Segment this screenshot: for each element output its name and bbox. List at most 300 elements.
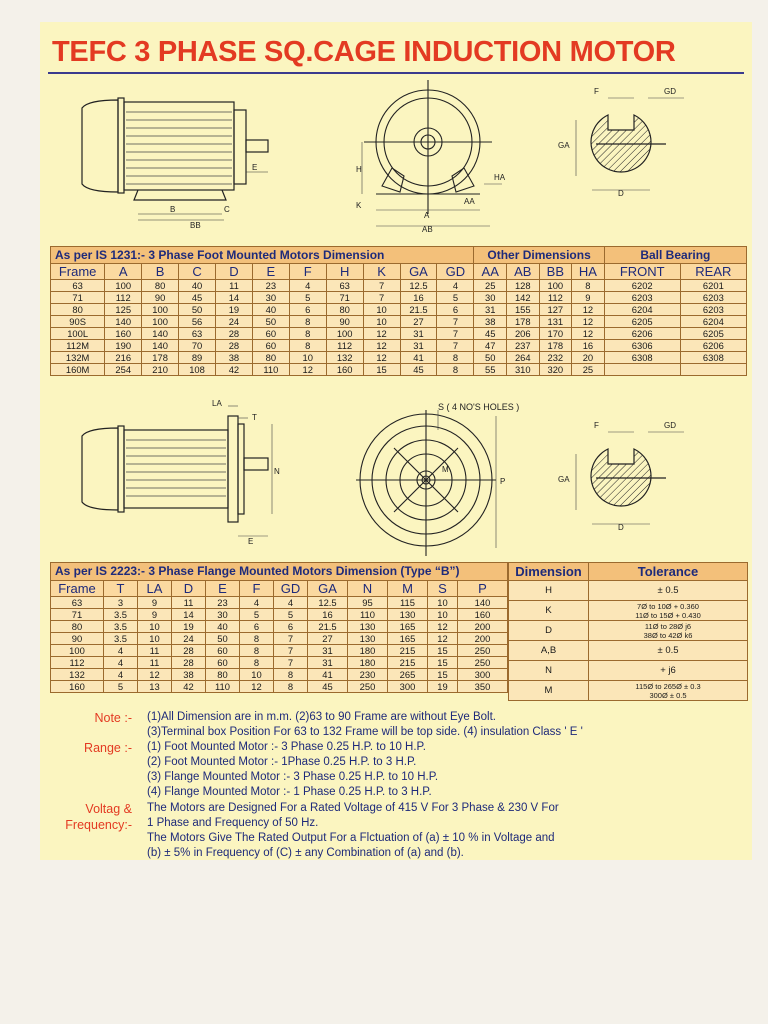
column-header: F	[240, 581, 274, 597]
table-cell: 60	[206, 645, 240, 657]
table-cell: 4	[240, 597, 274, 609]
table-cell: 12	[363, 328, 400, 340]
table-cell: 100	[539, 280, 572, 292]
table-cell: 31	[400, 328, 437, 340]
table-cell: 8	[240, 657, 274, 669]
column-header: F	[289, 264, 326, 280]
table-cell: 265	[388, 669, 428, 681]
range-line: (4) Flange Mounted Motor :- 1 Phase 0.25 H.P. to 3 H.P.	[147, 786, 432, 798]
table-cell: 112	[539, 292, 572, 304]
page-title: TEFC 3 PHASE SQ.CAGE INDUCTION MOTOR	[52, 36, 676, 68]
table-cell: 140	[142, 328, 179, 340]
table-cell: 31	[308, 657, 348, 669]
table-cell: 20	[572, 352, 605, 364]
note-line: (3)Terminal box Position For 63 to 132 Frame will be top side. (4) insulation Class ' E '	[147, 726, 583, 738]
table-cell: 63	[326, 280, 363, 292]
table-cell: 19	[428, 681, 458, 693]
table-cell: 63	[179, 328, 216, 340]
table-cell	[680, 364, 746, 376]
table-cell: 24	[215, 316, 252, 328]
dim-label-e-flange: E	[248, 537, 254, 546]
table-cell: 30	[474, 292, 507, 304]
table-cell: 90S	[51, 316, 105, 328]
table-cell: 6203	[680, 292, 746, 304]
range-line: (2) Foot Mounted Motor :- 1Phase 0.25 H.P. to 3 H.P.	[147, 756, 417, 768]
table-row	[51, 645, 508, 657]
table-cell: 6308	[680, 352, 746, 364]
table-cell: 10	[240, 669, 274, 681]
table-cell: 42	[172, 681, 206, 693]
table-cell: 7	[437, 328, 474, 340]
table-cell: 47	[474, 340, 507, 352]
table-cell: 71	[51, 609, 104, 621]
table-cell: 38	[172, 669, 206, 681]
flange-dimension-table	[50, 562, 508, 693]
table-cell: 12	[428, 633, 458, 645]
column-header: REAR	[680, 264, 746, 280]
table-cell: 6204	[604, 304, 680, 316]
table-cell: 42	[215, 364, 252, 376]
table-cell: 142	[506, 292, 539, 304]
dim-label-bb: BB	[190, 221, 201, 230]
tolerance-dimension: K	[509, 601, 589, 621]
table-cell: 28	[172, 645, 206, 657]
table-row	[51, 292, 747, 304]
table-row	[51, 328, 747, 340]
dim-label-gd-2: GD	[664, 421, 676, 430]
table-cell: 4	[437, 280, 474, 292]
range-line: (1) Foot Mounted Motor :- 3 Phase 0.25 H.P. to 10 H.P.	[147, 741, 426, 753]
table-cell: 210	[142, 364, 179, 376]
foot-motor-side-drawing	[78, 88, 278, 233]
table-cell: 89	[179, 352, 216, 364]
table-cell: 11	[138, 645, 172, 657]
voltage-line: (b) ± 5% in Frequency of (C) ± any Combination of (a) and (b).	[147, 847, 464, 859]
table-cell: 71	[51, 292, 105, 304]
dim-label-e: E	[252, 163, 258, 172]
table-cell: 28	[215, 328, 252, 340]
table-cell: 160	[105, 328, 142, 340]
table-cell: 10	[289, 352, 326, 364]
table-cell: 178	[142, 352, 179, 364]
table-cell: 128	[506, 280, 539, 292]
shaft-section-drawing-flange	[556, 414, 696, 534]
foot-motor-end-drawing	[352, 76, 512, 236]
tolerance-value	[589, 601, 748, 621]
dim-label-f-2: F	[594, 421, 599, 430]
table-row	[51, 609, 508, 621]
tolerance-line: 115Ø to 265Ø ± 0.3	[635, 681, 701, 691]
table-cell: 12.5	[400, 280, 437, 292]
voltage-line: 1 Phase and Frequency of 50 Hz.	[147, 817, 319, 829]
table-cell: 6203	[680, 304, 746, 316]
column-header: T	[104, 581, 138, 597]
table-cell: 90	[51, 633, 104, 645]
tolerance-dimension: N	[509, 661, 589, 681]
dim-label-b: B	[170, 205, 176, 214]
column-header: LA	[138, 581, 172, 597]
table-cell: 55	[474, 364, 507, 376]
table-cell: 130	[348, 633, 388, 645]
table-cell: 180	[348, 657, 388, 669]
column-header: GA	[308, 581, 348, 597]
dim-label-aa: AA	[464, 197, 475, 206]
table-cell: 215	[388, 645, 428, 657]
table-cell: 100	[51, 645, 104, 657]
tolerance-line: ± 0.5	[657, 585, 679, 596]
tolerance-line: 38Ø to 42Ø k6	[643, 630, 693, 640]
table-cell: 131	[539, 316, 572, 328]
table-row	[51, 316, 747, 328]
table-cell: 216	[105, 352, 142, 364]
table-cell: 15	[428, 657, 458, 669]
table-cell: 10	[138, 633, 172, 645]
dim-label-ab: AB	[422, 225, 433, 234]
table-cell: 31	[308, 645, 348, 657]
table-cell: 50	[179, 304, 216, 316]
table-cell: 56	[179, 316, 216, 328]
tolerance-value	[589, 581, 748, 601]
table-cell: 63	[51, 280, 105, 292]
table-cell: 90	[326, 316, 363, 328]
table-cell: 60	[252, 340, 289, 352]
column-header: GD	[274, 581, 308, 597]
table-row	[51, 669, 508, 681]
table-cell: 9	[138, 597, 172, 609]
note-label: Note :-	[94, 711, 132, 725]
table-cell: 16	[572, 340, 605, 352]
table-cell: 155	[506, 304, 539, 316]
table-cell: 41	[400, 352, 437, 364]
table-cell: 125	[105, 304, 142, 316]
table-cell: 8	[437, 364, 474, 376]
table-cell: 215	[388, 657, 428, 669]
column-header: GA	[400, 264, 437, 280]
table-cell: 6206	[680, 340, 746, 352]
dim-label-d-2: D	[618, 523, 624, 532]
range-label: Range :-	[84, 741, 132, 755]
table-cell: 23	[252, 280, 289, 292]
table-cell: 12	[363, 352, 400, 364]
table-cell: 6	[289, 304, 326, 316]
table-cell: 12	[428, 621, 458, 633]
table-cell: 4	[274, 597, 308, 609]
table-cell: 80	[142, 280, 179, 292]
table-cell: 3.5	[104, 633, 138, 645]
table-cell: 5	[274, 609, 308, 621]
dim-label-f: F	[594, 87, 599, 96]
flange-motor-side-drawing	[78, 396, 288, 546]
table-cell: 71	[326, 292, 363, 304]
table-cell: 7	[363, 292, 400, 304]
table-cell: 80	[206, 669, 240, 681]
table-cell: 170	[539, 328, 572, 340]
dim-label-m: M	[442, 465, 449, 474]
table-cell: 45	[308, 681, 348, 693]
table-cell: 10	[428, 609, 458, 621]
table-cell	[604, 364, 680, 376]
column-header: D	[172, 581, 206, 597]
table-row	[51, 633, 508, 645]
table-cell: 45	[179, 292, 216, 304]
table-cell: 250	[348, 681, 388, 693]
table-cell: 25	[572, 364, 605, 376]
table-cell: 15	[428, 645, 458, 657]
dim-label-ga-2: GA	[558, 475, 570, 484]
table-cell: 112	[105, 292, 142, 304]
voltage-line: The Motors Give The Rated Output For a Flctuation of (a) ± 10 % in Voltage and	[147, 832, 555, 844]
table-cell: 140	[142, 340, 179, 352]
table-cell: 11	[215, 280, 252, 292]
column-header: FRONT	[604, 264, 680, 280]
table-row	[51, 340, 747, 352]
table-row	[51, 597, 508, 609]
foot-dimension-table	[50, 246, 747, 376]
dim-label-a: A	[424, 211, 430, 220]
table-cell: 16	[308, 609, 348, 621]
column-header: B	[142, 264, 179, 280]
table-cell: 50	[474, 352, 507, 364]
table-cell: 6	[437, 304, 474, 316]
table-cell: 10	[138, 621, 172, 633]
table-cell: 140	[105, 316, 142, 328]
table-cell: 160M	[51, 364, 105, 376]
table-cell: 112M	[51, 340, 105, 352]
table-cell: 14	[172, 609, 206, 621]
table-cell: 63	[51, 597, 104, 609]
foot-table-group-main: As per IS 1231:- 3 Phase Foot Mounted Motors Dimension	[51, 247, 474, 264]
table-row	[509, 621, 748, 641]
table-cell: 13	[138, 681, 172, 693]
tolerance-value	[589, 681, 748, 701]
table-cell: 12	[138, 669, 172, 681]
table-cell: 80	[51, 621, 104, 633]
table-cell: 130	[388, 609, 428, 621]
table-cell: 40	[252, 304, 289, 316]
column-header: Frame	[51, 264, 105, 280]
table-cell: 6205	[604, 316, 680, 328]
column-header: HA	[572, 264, 605, 280]
table-cell: 8	[289, 340, 326, 352]
column-header: N	[348, 581, 388, 597]
column-header: GD	[437, 264, 474, 280]
table-cell: 7	[274, 633, 308, 645]
table-row	[51, 352, 747, 364]
table-cell: 232	[539, 352, 572, 364]
column-header: K	[363, 264, 400, 280]
tolerance-table	[508, 562, 748, 701]
table-cell: 21.5	[400, 304, 437, 316]
table-cell: 10	[363, 304, 400, 316]
table-cell: 350	[458, 681, 508, 693]
table-cell: 7	[437, 316, 474, 328]
table-cell: 6308	[604, 352, 680, 364]
table-cell: 24	[172, 633, 206, 645]
table-cell: 50	[252, 316, 289, 328]
table-cell: 300	[458, 669, 508, 681]
table-cell: 12	[572, 316, 605, 328]
table-cell: 4	[289, 280, 326, 292]
frequency-label: Frequency:-	[65, 818, 132, 832]
table-cell: 40	[179, 280, 216, 292]
column-header: S	[428, 581, 458, 597]
table-cell: 40	[206, 621, 240, 633]
table-cell: 60	[206, 657, 240, 669]
table-cell: 9	[572, 292, 605, 304]
dim-label-n: N	[274, 467, 280, 476]
table-cell: 4	[104, 657, 138, 669]
table-cell: 132	[326, 352, 363, 364]
table-cell: 165	[388, 633, 428, 645]
table-cell: 8	[437, 352, 474, 364]
shaft-section-drawing	[556, 80, 696, 200]
tolerance-header-dimension: Dimension	[509, 563, 589, 581]
column-header: AA	[474, 264, 507, 280]
table-cell: 19	[172, 621, 206, 633]
table-cell: 3	[104, 597, 138, 609]
table-cell: 23	[206, 597, 240, 609]
table-row	[51, 280, 747, 292]
table-cell: 25	[474, 280, 507, 292]
column-header: E	[206, 581, 240, 597]
column-header: P	[458, 581, 508, 597]
table-cell: 132M	[51, 352, 105, 364]
table-cell: 10	[428, 597, 458, 609]
tolerance-line: + j6	[660, 665, 676, 676]
table-cell: 100L	[51, 328, 105, 340]
column-header: C	[179, 264, 216, 280]
table-cell: 6	[274, 621, 308, 633]
table-row	[509, 661, 748, 681]
table-cell: 6205	[680, 328, 746, 340]
table-cell: 110	[348, 609, 388, 621]
flange-motor-end-drawing	[356, 400, 556, 560]
table-cell: 112	[51, 657, 104, 669]
flange-table-group: As per IS 2223:- 3 Phase Flange Mounted Motors Dimension (Type “B”)	[51, 563, 508, 581]
table-cell: 27	[400, 316, 437, 328]
table-cell: 206	[506, 328, 539, 340]
table-cell: 30	[206, 609, 240, 621]
table-row	[509, 581, 748, 601]
table-cell: 4	[104, 645, 138, 657]
table-cell: 160	[51, 681, 104, 693]
table-cell: 7	[274, 645, 308, 657]
table-cell: 300	[388, 681, 428, 693]
table-row	[509, 681, 748, 701]
table-cell: 90	[142, 292, 179, 304]
table-cell: 10	[363, 316, 400, 328]
table-cell: 11	[138, 657, 172, 669]
table-cell: 130	[348, 621, 388, 633]
table-cell: 50	[206, 633, 240, 645]
table-cell: 12	[572, 304, 605, 316]
table-cell: 8	[289, 316, 326, 328]
table-cell: 8	[274, 681, 308, 693]
table-cell: 127	[539, 304, 572, 316]
table-cell: 310	[506, 364, 539, 376]
table-cell: 38	[215, 352, 252, 364]
table-cell: 60	[252, 328, 289, 340]
table-cell: 320	[539, 364, 572, 376]
foot-table-group-bearing: Ball Bearing	[604, 247, 746, 264]
table-cell: 100	[142, 304, 179, 316]
table-cell: 12	[363, 340, 400, 352]
table-cell: 8	[289, 328, 326, 340]
table-cell: 250	[458, 645, 508, 657]
column-header: BB	[539, 264, 572, 280]
table-cell: 5	[104, 681, 138, 693]
table-cell: 38	[474, 316, 507, 328]
tolerance-header-tolerance: Tolerance	[589, 563, 748, 581]
tolerance-line: 300Ø ± 0.5	[649, 690, 687, 700]
table-cell: 8	[274, 669, 308, 681]
table-cell: 95	[348, 597, 388, 609]
table-row	[51, 657, 508, 669]
column-header: Frame	[51, 581, 104, 597]
dim-label-gd: GD	[664, 87, 676, 96]
tolerance-dimension: D	[509, 621, 589, 641]
table-cell: 5	[289, 292, 326, 304]
table-cell: 3.5	[104, 609, 138, 621]
table-cell: 190	[105, 340, 142, 352]
table-cell: 237	[506, 340, 539, 352]
tolerance-value	[589, 641, 748, 661]
table-cell: 6204	[680, 316, 746, 328]
table-cell: 200	[458, 621, 508, 633]
title-underline	[48, 72, 744, 74]
table-cell: 9	[138, 609, 172, 621]
table-cell: 5	[437, 292, 474, 304]
table-cell: 45	[400, 364, 437, 376]
table-cell: 100	[326, 328, 363, 340]
table-cell: 110	[206, 681, 240, 693]
table-row	[51, 364, 747, 376]
table-cell: 28	[215, 340, 252, 352]
tolerance-dimension: H	[509, 581, 589, 601]
table-cell: 160	[326, 364, 363, 376]
table-cell: 100	[142, 316, 179, 328]
column-header: A	[105, 264, 142, 280]
table-cell: 16	[400, 292, 437, 304]
table-cell: 8	[240, 633, 274, 645]
table-cell: 15	[363, 364, 400, 376]
foot-table-group-other: Other Dimensions	[474, 247, 604, 264]
table-cell: 140	[458, 597, 508, 609]
table-cell: 8	[572, 280, 605, 292]
table-cell: 12	[240, 681, 274, 693]
table-cell: 5	[240, 609, 274, 621]
table-row	[509, 641, 748, 661]
table-cell: 7	[274, 657, 308, 669]
table-cell: 8	[240, 645, 274, 657]
table-cell: 31	[400, 340, 437, 352]
column-header: H	[326, 264, 363, 280]
table-cell: 132	[51, 669, 104, 681]
tolerance-value	[589, 661, 748, 681]
table-cell: 12.5	[308, 597, 348, 609]
column-header: AB	[506, 264, 539, 280]
table-cell: 6201	[680, 280, 746, 292]
table-cell: 11	[172, 597, 206, 609]
voltage-line: The Motors are Designed For a Rated Voltage of 415 V For 3 Phase & 230 V For	[147, 802, 559, 814]
dim-label-ha: HA	[494, 173, 506, 182]
table-cell: 250	[458, 657, 508, 669]
table-cell: 6202	[604, 280, 680, 292]
tolerance-line: 11Ø to 28Ø j6	[644, 621, 692, 631]
table-cell: 12	[572, 328, 605, 340]
table-cell: 7	[437, 340, 474, 352]
table-cell: 264	[506, 352, 539, 364]
